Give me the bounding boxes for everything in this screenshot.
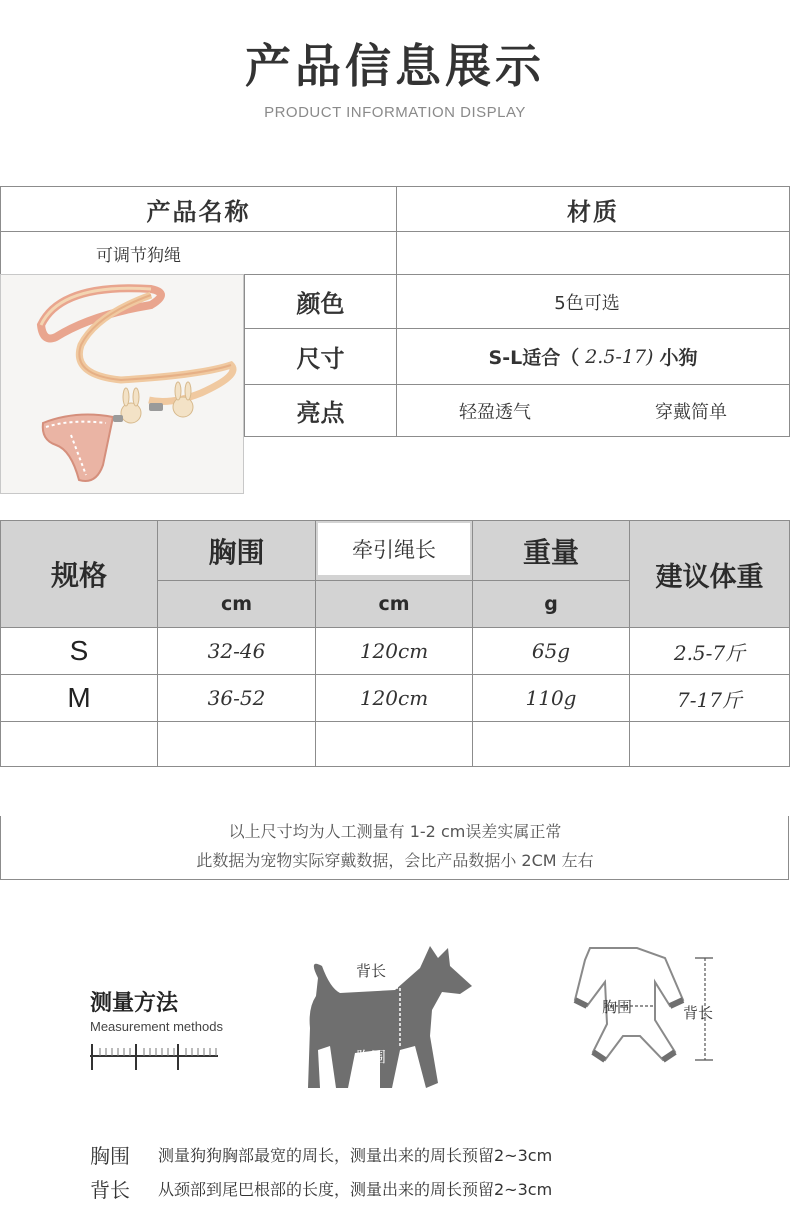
note-line-2: 此数据为宠物实际穿戴数据，会比产品数据小 2CM 左右 xyxy=(196,851,594,870)
table-row-empty-cell xyxy=(157,721,316,767)
suggested-m: 7-17斤 xyxy=(677,687,742,712)
note-line-1: 以上尺寸均为人工测量有 1-2 cm误差实属正常 xyxy=(228,822,562,841)
shirt-chest-label: 胸围 xyxy=(602,998,633,1016)
product-photo xyxy=(0,274,244,494)
table-row-s-size xyxy=(0,627,158,675)
table-row-s-suggested xyxy=(629,627,790,675)
chest-measure-key: 胸围 xyxy=(90,1144,130,1168)
back-measure-desc: 从颈部到尾巴根部的长度，测量出来的周长预留2~3cm xyxy=(158,1180,553,1199)
color-label: 颜色 xyxy=(296,290,345,318)
weight-header: 重量 xyxy=(522,535,579,569)
table-row-m-leash xyxy=(315,674,473,722)
highlight-label-cell xyxy=(244,384,397,437)
weight-unit-cell xyxy=(472,580,630,628)
table-row-s-chest xyxy=(157,627,316,675)
chest-measure-desc: 测量狗狗胸部最宽的周长，测量出来的周长预留2~3cm xyxy=(158,1146,553,1165)
size-value-suffix: 小狗 xyxy=(659,347,698,369)
chest-header-cell xyxy=(157,520,316,581)
chest-unit: cm xyxy=(220,593,253,615)
product-name-header: 产品名称 xyxy=(146,197,251,226)
chest-unit-cell xyxy=(157,580,316,628)
table-row-empty-cell xyxy=(629,721,790,767)
leash-length-header-cell xyxy=(315,520,473,581)
weight-header-cell xyxy=(472,520,630,581)
color-value: 5色可选 xyxy=(554,292,620,314)
material-header-cell xyxy=(396,186,790,232)
size-value-prefix: S-L适合（ xyxy=(488,347,580,369)
table-row-s-leash xyxy=(315,627,473,675)
highlight-value-cell xyxy=(396,384,790,437)
measurement-subtitle: Measurement methods xyxy=(90,1019,223,1034)
table-row-empty-cell xyxy=(0,721,158,767)
suggested-weight-header-cell xyxy=(629,520,790,628)
highlight-easy-wear: 穿戴简单 xyxy=(655,401,727,423)
table-row-m-suggested xyxy=(629,674,790,722)
ruler-icon xyxy=(90,1040,220,1072)
spec-header: 规格 xyxy=(50,559,107,592)
leash-s: 120cm xyxy=(359,639,429,663)
highlight-label: 亮点 xyxy=(296,399,345,427)
leash-unit: cm xyxy=(378,593,410,615)
size-m: M xyxy=(67,682,91,713)
leash-length-header: 牵引绳长 xyxy=(352,538,436,562)
dog-leash-harness-image xyxy=(1,275,244,494)
weight-unit: g xyxy=(544,593,558,615)
table-row-m-chest xyxy=(157,674,316,722)
dog-chest-label: 胸围 xyxy=(356,1048,387,1066)
size-value-range: 2.5-17) xyxy=(585,345,654,368)
table-row-s-weight xyxy=(472,627,630,675)
color-value-cell xyxy=(396,274,790,329)
size-s: S xyxy=(69,635,89,666)
leash-length-label-box xyxy=(318,523,470,575)
product-name-header-cell xyxy=(0,186,397,232)
spec-header-cell xyxy=(0,520,158,628)
page-title: 产品信息展示 xyxy=(245,39,545,93)
size-label: 尺寸 xyxy=(296,345,345,373)
leash-unit-cell xyxy=(315,580,473,628)
product-name-value: 可调节狗绳 xyxy=(96,245,181,266)
table-row-empty-cell xyxy=(315,721,473,767)
dog-silhouette-diagram xyxy=(300,938,480,1098)
table-row-empty-cell xyxy=(472,721,630,767)
suggested-s: 2.5-7斤 xyxy=(673,640,746,665)
shirt-back-length-label: 背长 xyxy=(683,1004,714,1022)
material-header: 材质 xyxy=(567,197,619,226)
product-name-value-cell xyxy=(0,231,397,275)
page-subtitle: PRODUCT INFORMATION DISPLAY xyxy=(264,104,526,121)
back-measure-key: 背长 xyxy=(90,1178,130,1202)
material-value-cell xyxy=(396,231,790,275)
table-row-m-size xyxy=(0,674,158,722)
suggested-weight-header: 建议体重 xyxy=(655,561,764,593)
size-value-cell xyxy=(396,328,790,385)
chest-header: 胸围 xyxy=(208,535,265,569)
weight-m: 110g xyxy=(525,686,577,710)
table-row-m-weight xyxy=(472,674,630,722)
color-label-cell xyxy=(244,274,397,329)
measurement-title: 测量方法 xyxy=(90,991,179,1016)
weight-s: 65g xyxy=(531,639,571,663)
leash-m: 120cm xyxy=(359,686,429,710)
chest-m: 36-52 xyxy=(207,686,266,710)
dog-back-length-label: 背长 xyxy=(356,962,387,980)
chest-s: 32-46 xyxy=(207,639,266,663)
size-label-cell xyxy=(244,328,397,385)
highlight-breathable: 轻盈透气 xyxy=(459,401,531,423)
